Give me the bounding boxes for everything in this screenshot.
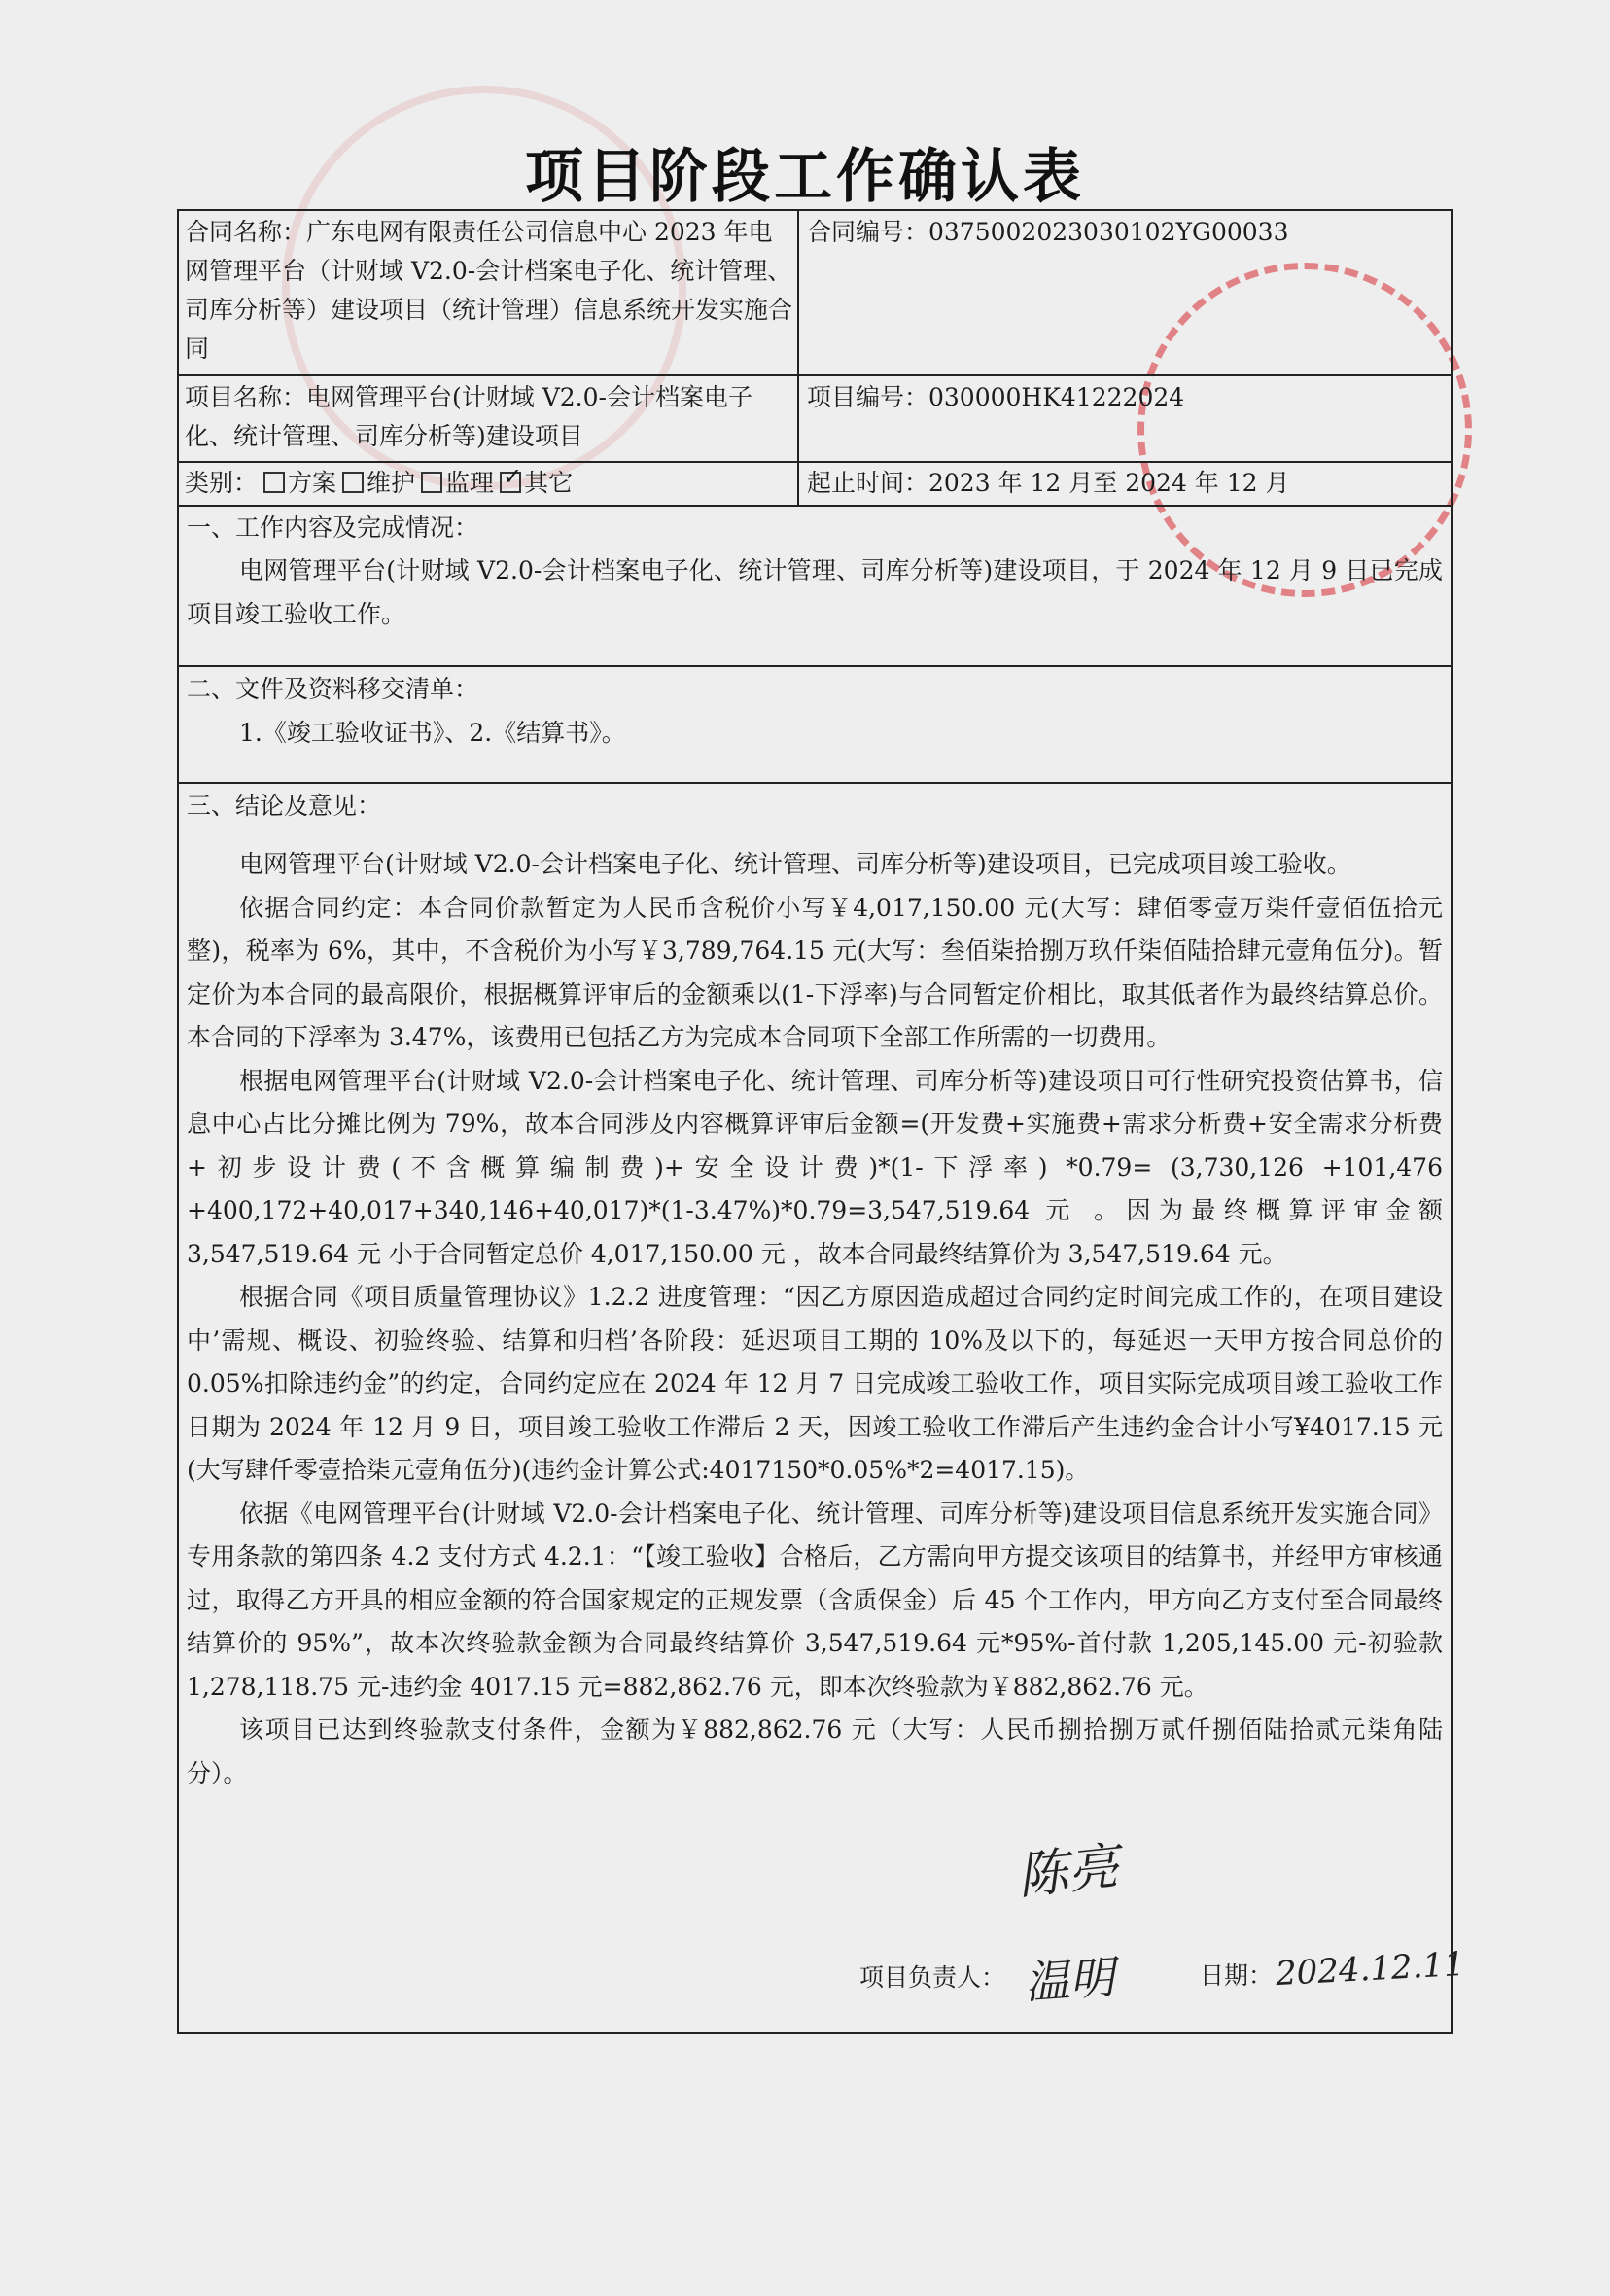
section3-paragraph: 依据合同约定：本合同价款暂定为人民币含税价小写￥4,017,150.00 元(大写：肆佰零壹万柒仟壹佰伍拾元整)，税率为 6%，其中，不含税价为小写￥3,789,764.15 元(大写：叁佰柒拾捌万玖仟柒佰陆拾肆元壹角伍分)。暂定价为本合同的最高限价，根据概算评审后的金额乘以(1-下浮率)与合同暂定价相比，取其低者作为最终结算总价。本合同的下浮率为 3.47%，该费用已包括乙方为完成本合同项下全部工作所需的一切费用。	[187, 893, 1443, 1051]
checkbox-maintenance[interactable]	[342, 472, 364, 493]
section1-text: 电网管理平台(计财域 V2.0-会计档案电子化、统计管理、司库分析等)建设项目，于 2024 年 12 月 9 日已完成项目竣工验收工作。	[187, 556, 1443, 628]
category-option: 维护	[367, 469, 416, 497]
section2-text: 1.《竣工验收证书》、2.《结算书》。	[239, 719, 626, 747]
row-divider	[179, 374, 1451, 376]
section1-heading: 一、工作内容及完成情况：	[187, 513, 479, 542]
date-label: 日期：	[1200, 1961, 1274, 1990]
checkbox-supervision[interactable]	[421, 472, 442, 493]
section2-heading: 二、文件及资料移交清单：	[187, 675, 479, 703]
column-divider	[797, 211, 799, 505]
project-number: 项目编号：030000HK41222024	[807, 383, 1185, 411]
section3-paragraph: 依据《电网管理平台(计财域 V2.0-会计档案电子化、统计管理、司库分析等)建设项目信息系统开发实施合同》专用条款的第四条 4.2 支付方式 4.2.1：“【竣工验收】合格后，乙方需向甲方提交该项目的结算书，并经甲方审核通过，取得乙方开具的相应金额的符合国家规定的正规发票（含质保金）后 45 个工作内，甲方向乙方支付至合同最终结算价的 95%”，故本次终验款金额为合同最终结算价 3,547,519.64 元*95%-首付款 1,205,145.00 元-初验款 1,278,118.75 元-违约金 4017.15 元=882,862.76 元，即本次终验款为￥882,862.76 元。	[187, 1499, 1443, 1701]
checkbox-plan[interactable]	[263, 472, 285, 493]
section3-paragraph: 电网管理平台(计财域 V2.0-会计档案电子化、统计管理、司库分析等)建设项目，已完成项目竣工验收。	[239, 850, 1351, 878]
signature-2: 温明	[1023, 1950, 1116, 2010]
row-divider	[179, 505, 1451, 507]
row-divider	[179, 461, 1451, 463]
project-name: 项目名称：电网管理平台(计财域 V2.0-会计档案电子化、统计管理、司库分析等)建设项目	[185, 383, 752, 450]
section3-paragraph: 该项目已达到终验款支付条件，金额为￥882,862.76 元（大写：人民币捌拾捌万贰仟捌佰陆拾贰元柒角陆分）。	[187, 1715, 1443, 1787]
category-option: 其它	[524, 469, 574, 497]
signature-1: 陈亮	[1014, 1837, 1122, 1907]
category-row	[185, 464, 793, 503]
row-divider	[179, 782, 1451, 784]
section1-body	[187, 549, 1443, 636]
project-period: 起止时间：2023 年 12 月至 2024 年 12 月	[807, 469, 1290, 497]
section3-paragraph: 根据合同《项目质量管理协议》1.2.2 进度管理：“因乙方原因造成超过合同约定时间完成工作的，在项目建设中’需规、概设、初验终验、结算和归档’各阶段：延迟项目工期的 10%及以下的，每延迟一天甲方按合同总价的 0.05%扣除违约金”的约定，合同约定应在 2024 年 12 月 7 日完成竣工验收工作，项目实际完成项目竣工验收工作日期为 2024 年 12 月 9 日，项目竣工验收工作滞后 2 天，因竣工验收工作滞后产生违约金合计小写¥4017.15 元(大写肆仟零壹拾柒元壹角伍分)(违约金计算公式:4017150*0.05%*2=4017.15)。	[187, 1283, 1443, 1484]
page-title: 项目阶段工作确认表	[525, 143, 1085, 211]
contract-number: 合同编号：0375002023030102YG00033	[807, 218, 1289, 246]
responsible-label: 项目负责人：	[859, 1963, 1006, 1992]
confirmation-form	[177, 209, 1466, 2034]
checkbox-other[interactable]	[500, 472, 521, 493]
section2-body	[187, 712, 1443, 756]
section3-paragraph: 根据电网管理平台(计财域 V2.0-会计档案电子化、统计管理、司库分析等)建设项目可行性研究投资估算书，信息中心占比分摊比例为 79%，故本合同涉及内容概算评审后金额=(开发费+实施费+需求分析费+安全需求分析费+初步设计费(不含概算编制费)+安全设计费)*(1-下浮率) *0.79= (3,730,126 +101,476 +400,172+40,017+340,146+40,017)*(1-3.47%)*0.79=3,547,519.64 元 。因为最终概算评审金额 3,547,519.64 元 小于合同暂定总价 4,017,150.00 元 ，故本合同最终结算价为 3,547,519.64 元。	[187, 1066, 1443, 1268]
row-divider	[179, 665, 1451, 667]
category-option: 监理	[445, 469, 495, 497]
date-value: 2024.12.11	[1275, 1944, 1466, 1995]
category-label: 类别：	[185, 469, 259, 497]
contract-name: 合同名称：广东电网有限责任公司信息中心 2023 年电网管理平台（计财域 V2.0-会计档案电子化、统计管理、司库分析等）建设项目（统计管理）信息系统开发实施合同	[185, 218, 793, 363]
section3-body	[187, 843, 1443, 1795]
category-option: 方案	[288, 469, 337, 497]
section3-heading: 三、结论及意见：	[187, 792, 382, 820]
